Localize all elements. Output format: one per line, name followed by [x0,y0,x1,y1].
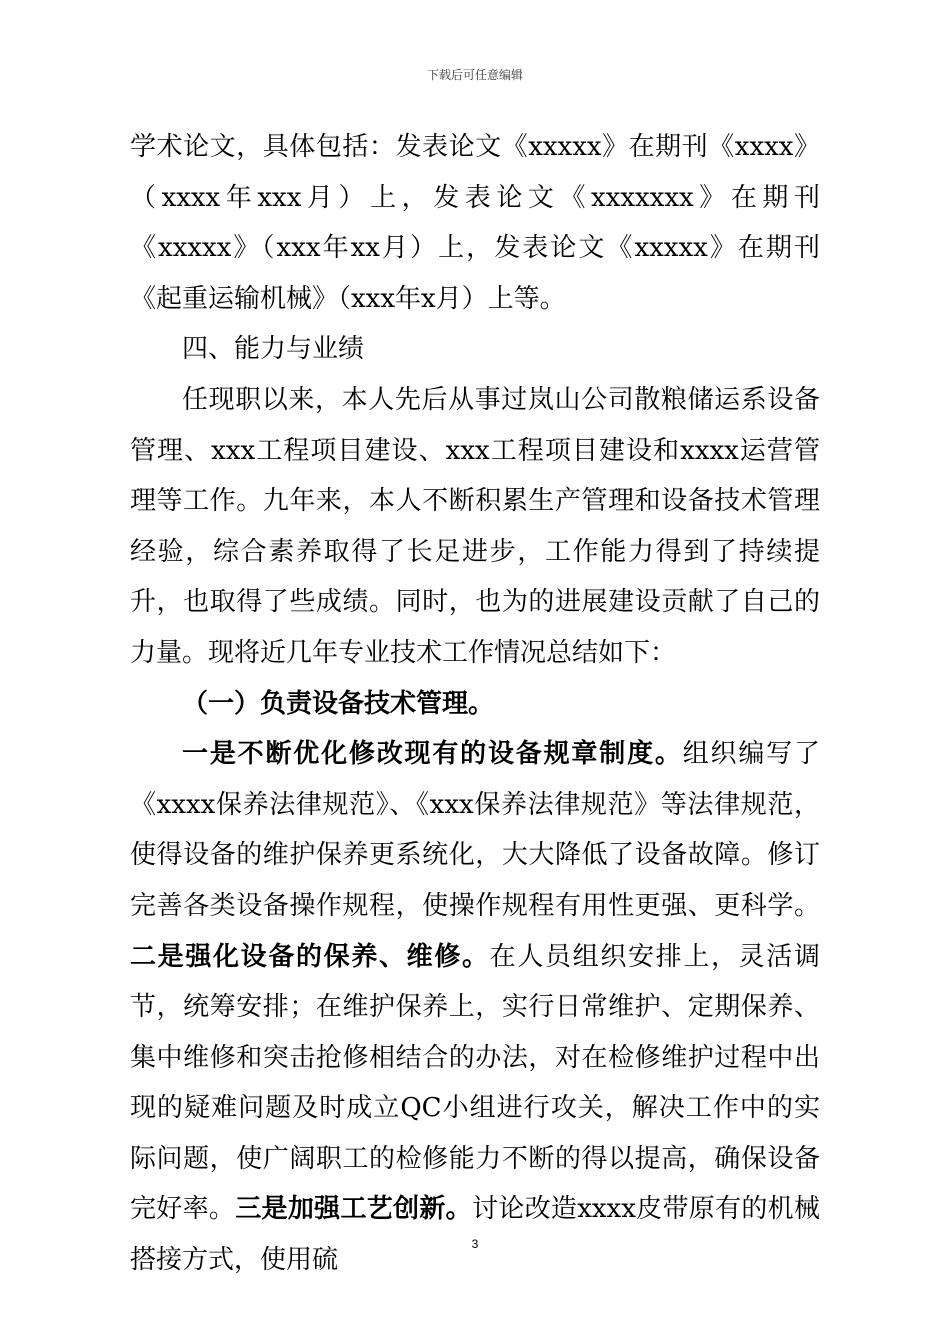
point-one-title: 一是不断优化修改现有的设备规章制度。 [182,739,683,770]
point-two-title: 二是强化设备的保养、维修。 [130,941,490,972]
page-number: 3 [471,1237,479,1251]
point-three-title: 三是加强工艺创新。 [235,1194,472,1225]
point-two-text: 在人员组织安排上，灵活调节，统筹安排；在维护保养上，实行日常维护、定期保养、集中维修和突击抢修相结合的办法，对在检修维护过程中出现的疑难问题及时成立QC小组进行攻关，解决工作中的实际问题，使广阔职工的检修能力不断的得以提高，确保设备完好率。 [130,941,820,1225]
document-body [130,122,820,1286]
subsection-heading-equipment: （一）负责设备技术管理。 [182,688,495,719]
paragraph-equipment-management [130,729,820,1286]
point-one-text: 组织编写了《xxxx保养法律规范》、《xxx保养法律规范》等法律规范，使得设备的维护保养更系统化，大大降低了设备故障。修订完善各类设备操作规程，使操作规程有用性更强、更科学。 [130,739,820,921]
paragraph-publications: 学术论文，具体包括：发表论文《xxxxx》在期刊《xxxx》（xxxx年xxx月）上，发表论文《xxxxxxx》在期刊《xxxxx》（xxx年xx月）上，发表论文《xxxxx》在期刊《起重运输机械》（xxx年x月）上等。 [130,132,820,314]
point-three-text: 讨论改造xxxx皮带原有的机械搭接方式，使用硫 [130,1194,820,1276]
section-heading-ability: 四、能力与业绩 [182,334,365,365]
page-header: 下载后可任意编辑 [426,68,523,82]
paragraph-work-summary: 任现职以来，本人先后从事过岚山公司散粮储运系设备管理、xxx工程项目建设、xxx工程项目建设和xxxx运营管理等工作。九年来，本人不断积累生产管理和设备技术管理经验，综合素养取得了长足进步，工作能力得到了持续提升，也取得了些成绩。同时，也为的进展建设贡献了自己的力量。现将近几年专业技术工作情况总结如下： [130,384,820,668]
